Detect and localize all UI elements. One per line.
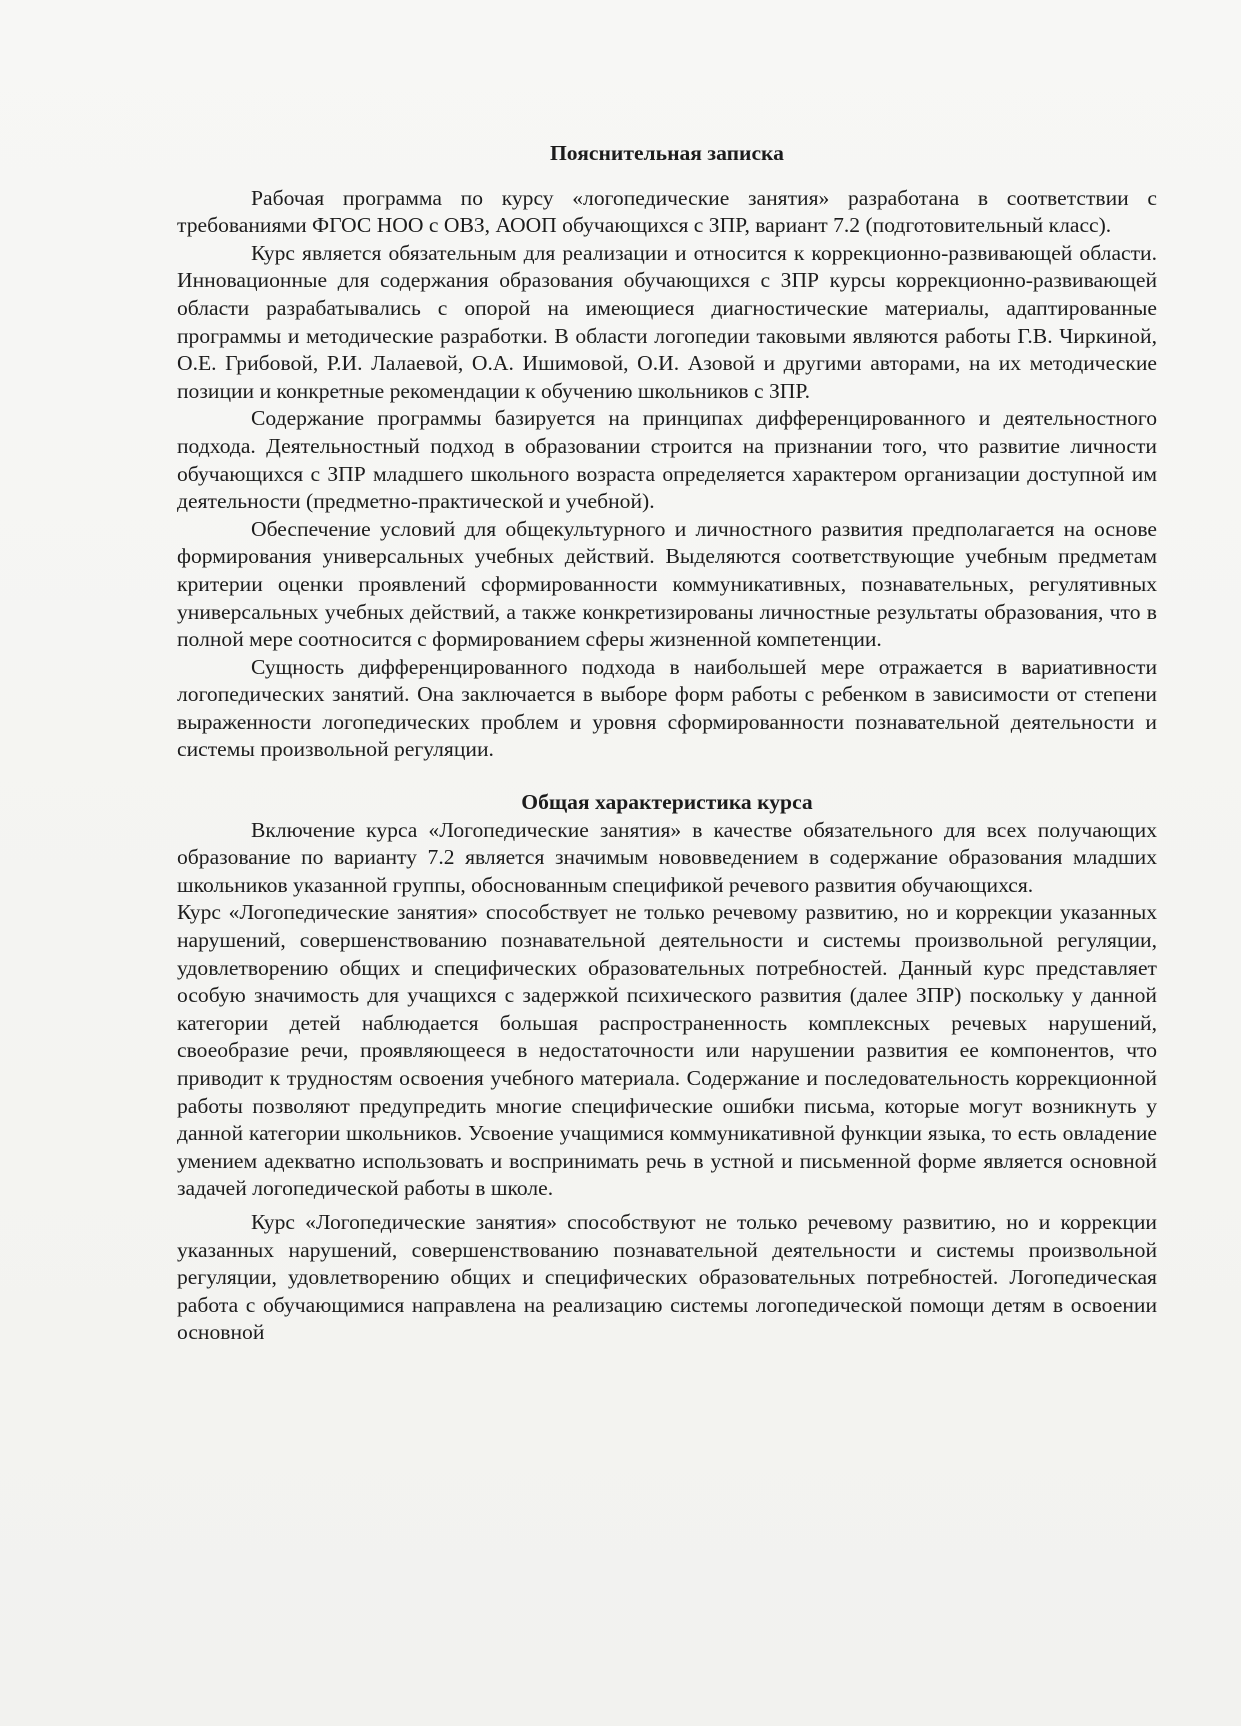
paragraph: Включение курса «Логопедические занятия» в качестве обязательного для всех получающих образование по варианту 7.2 является значимым нововведением в содержание образования младших школьников указанной группы, обоснованным спецификой речевого развития обучающихся.: [177, 817, 1157, 897]
paragraph: Курс «Логопедические занятия» способствует не только речевому развитию, но и коррекции указанных нарушений, совершенствованию познавательной деятельности и системы произвольной регуляции, удовлетворению общих и специфических образовательных потребностей. Данный курс представляет особую значимость для учащихся с задержкой психического развития (далее ЗПР) поскольку у данной категории детей наблюдается большая распространенность комплексных речевых нарушений, своеобразие речи, проявляющееся в недостаточности или нарушении развития ее компонентов, что приводит к трудностям освоения учебного материала. Содержание и последовательность коррекционной работы позволяют предупредить многие специфические ошибки письма, которые могут возникнуть у данной категории школьников. Усвоение учащимися коммуникативной функции языка, то есть овладение умением адекватно использовать и воспринимать речь в устной и письменной форме является основной задачей логопедической работы в школе.: [177, 900, 1157, 1201]
paragraph: Обеспечение условий для общекультурного и личностного развития предполагается на основе формирования универсальных учебных действий. Выделяются соответствующие учебным предметам критерии оценки проявлений сформированности коммуникативных, познавательных, регулятивных универсальных учебных действий, а также конкретизированы личностные результаты образования, что в полной мере соотносится с формированием сферы жизненной компетенции.: [177, 516, 1157, 652]
paragraph: Курс является обязательным для реализации и относится к коррекционно-развивающей области. Инновационные для содержания образования обучающихся с ЗПР курсы коррекционно-развивающей области разрабатывались с опорой на имеющиеся диагностические материалы, адаптированные программы и методические разработки. В области логопедии таковыми являются работы Г.В. Чиркиной, О.Е. Грибовой, Р.И. Лалаевой, О.А. Ишимовой, О.И. Азовой и другими авторами, на их методические позиции и конкретные рекомендации к обучению школьников с ЗПР.: [177, 240, 1157, 403]
paragraph: Рабочая программа по курсу «логопедические занятия» разработана в соответствии с требованиями ФГОС НОО с ОВЗ, АООП обучающихся с ЗПР, вариант 7.2 (подготовительный класс).: [177, 185, 1157, 238]
document-body: [177, 140, 1157, 1347]
paragraph: Содержание программы базируется на принципах дифференцированного и деятельностного подхода. Деятельностный подход в образовании строится на признании того, что развитие личности обучающихся с ЗПР младшего школьного возраста определяется характером организации доступной им деятельности (предметно-практической и учебной).: [177, 406, 1157, 514]
section-title-explanatory-note: Пояснительная записка: [550, 141, 784, 165]
paragraph: Курс «Логопедические занятия» способствуют не только речевому развитию, но и коррекции указанных нарушений, совершенствованию познавательной деятельности и системы произвольной регуляции, удовлетворению общих и специфических образовательных потребностей. Логопедическая работа с обучающимися направлена на реализацию системы логопедической помощи детям в освоении основной: [177, 1209, 1157, 1345]
section-title-course-overview: Общая характеристика курса: [521, 790, 813, 815]
paragraph: Сущность дифференцированного подхода в наибольшей мере отражается в вариативности логопедических занятий. Она заключается в выборе форм работы с ребенком в зависимости от степени выраженности логопедических проблем и уровня сформированности познавательной деятельности и системы произвольной регуляции.: [177, 654, 1157, 762]
